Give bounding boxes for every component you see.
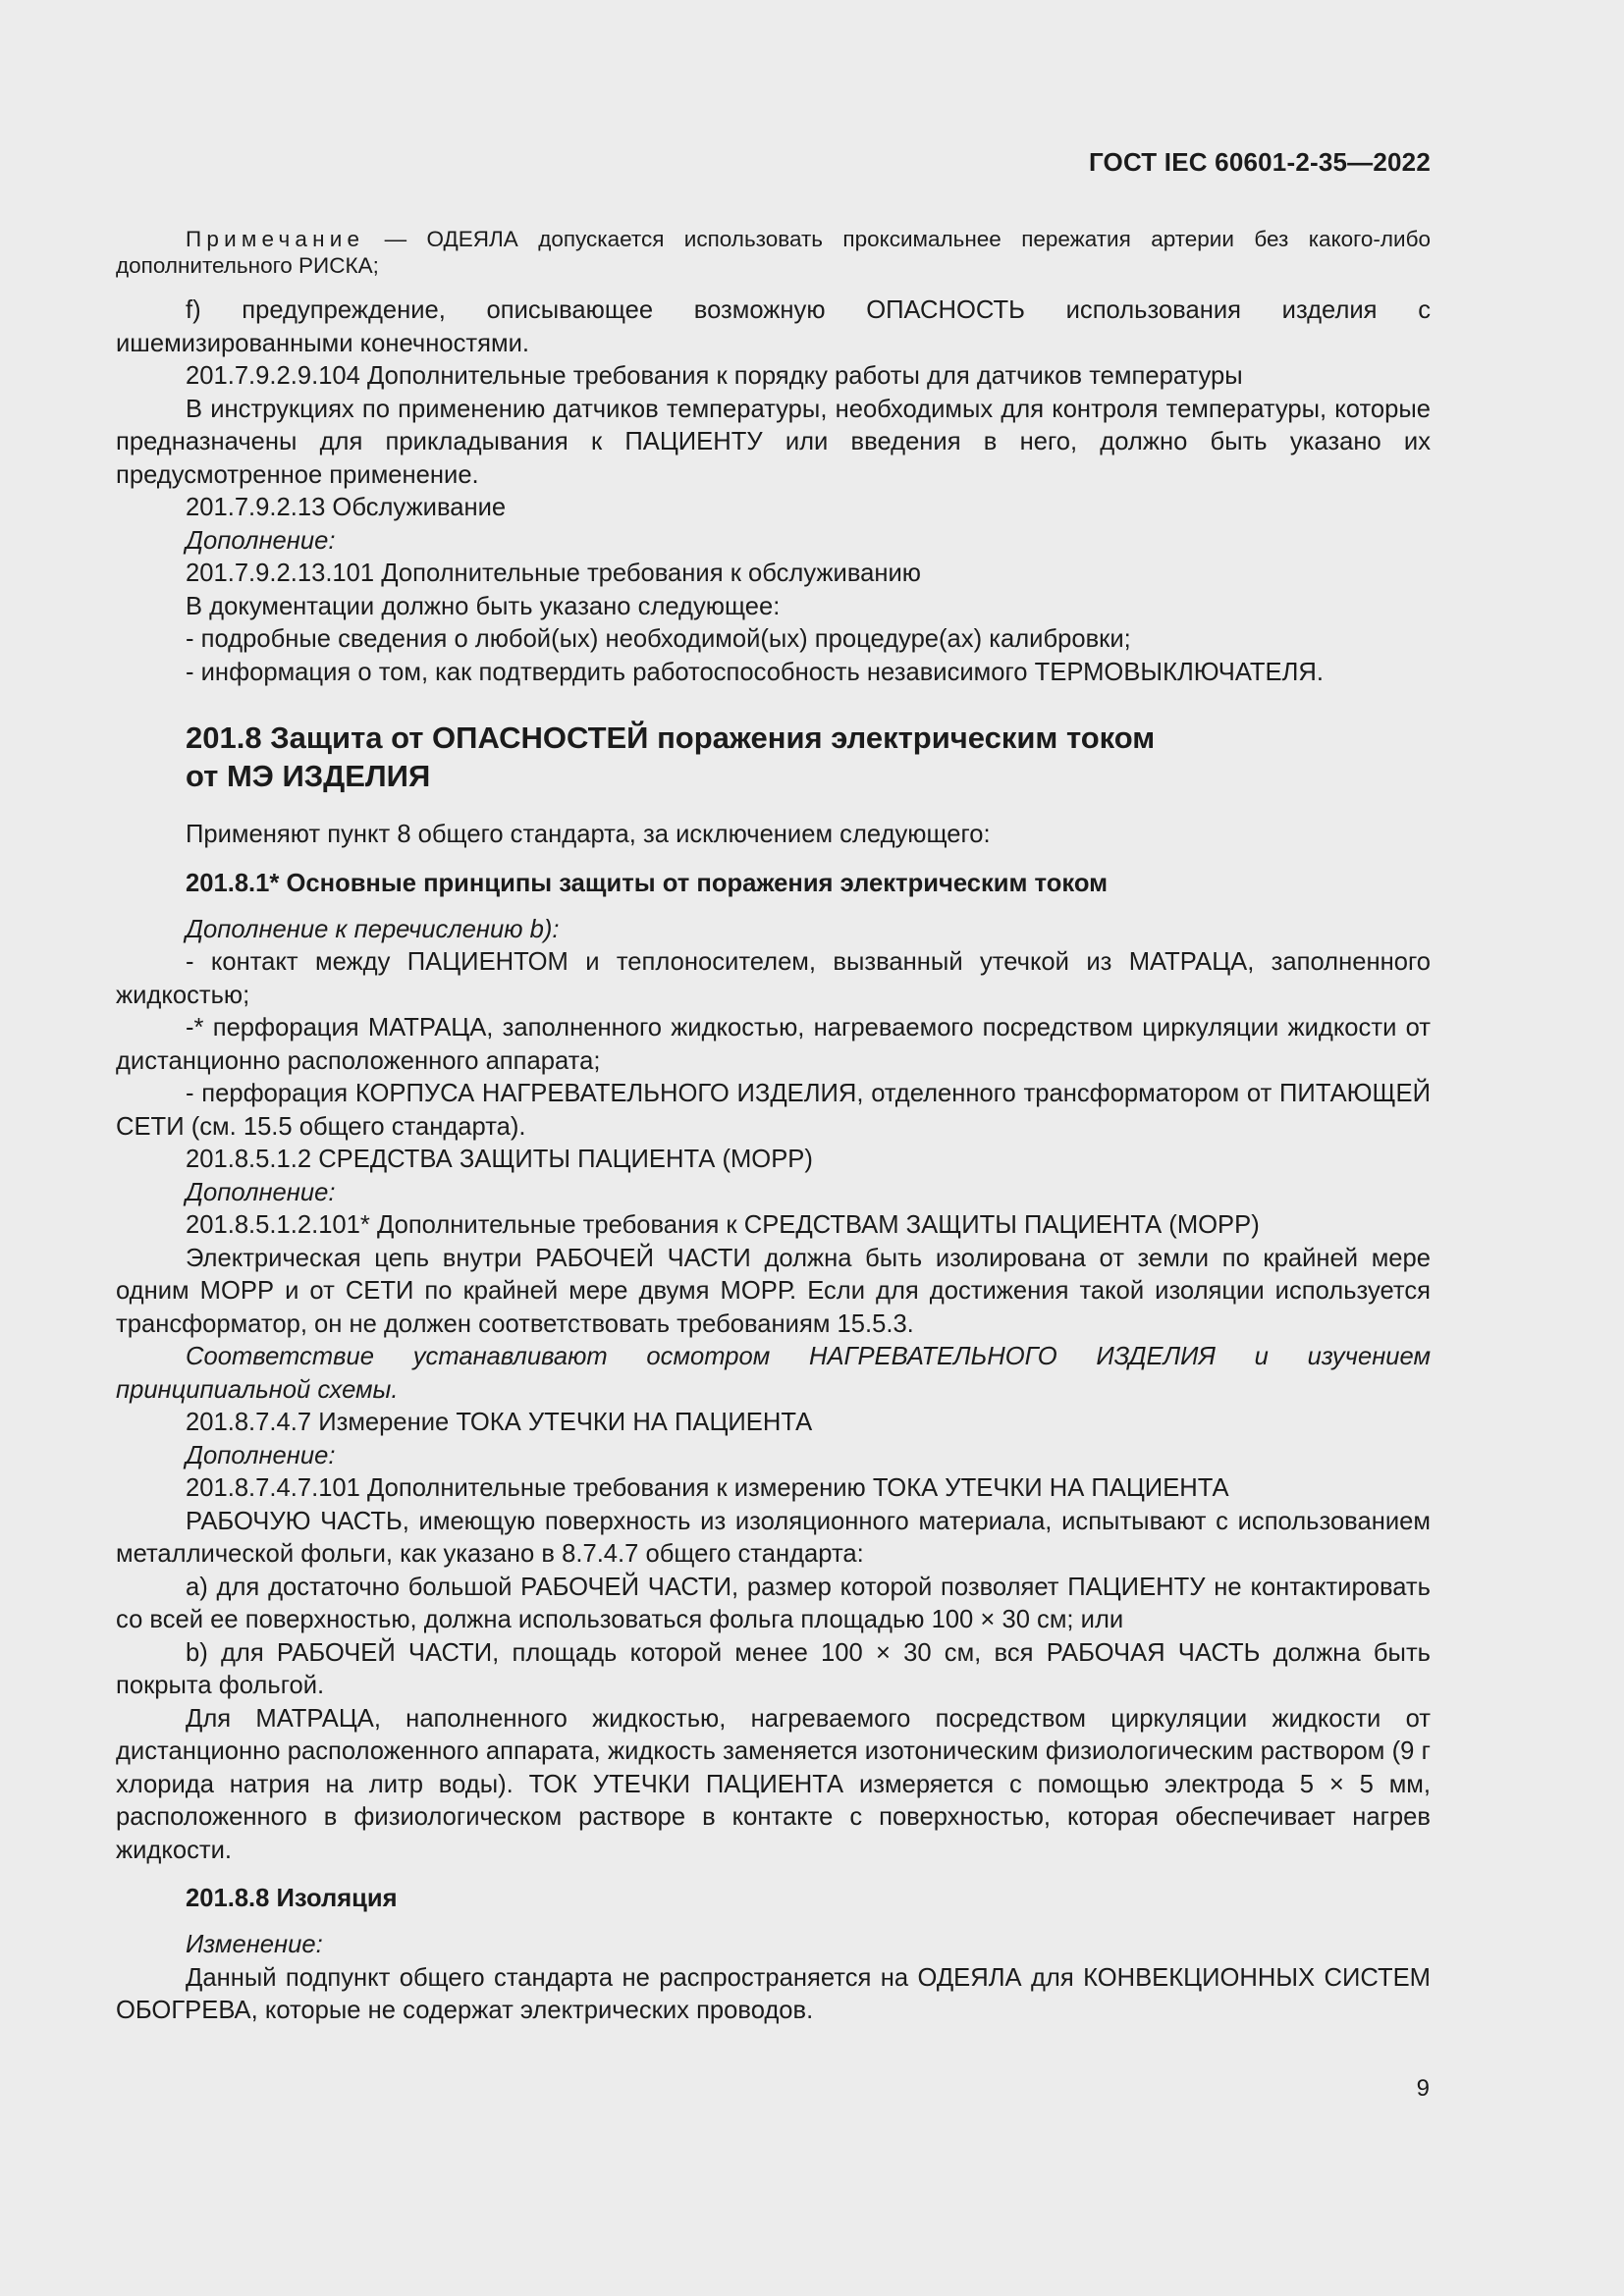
document-body — [116, 226, 1431, 2028]
section-heading-201-8 — [186, 719, 1431, 795]
addition-label: Дополнение: — [186, 526, 336, 555]
clause-201-7-9-2-13-101: 201.7.9.2.13.101 Дополнительные требования к обслуживанию — [186, 560, 922, 587]
paragraph-compliance: Соответствие устанавливают осмотром НАГРЕВАТЕЛЬНОГО ИЗДЕЛИЯ и изучением принципиальной схемы. — [116, 1343, 1431, 1404]
note-text: — ОДЕЯЛА допускается использовать проксимальнее пережатия артерии без какого-либо дополнительного РИСКА; — [116, 227, 1431, 278]
change-label: Изменение: — [186, 1931, 323, 1958]
addition-label: Дополнение: — [186, 1441, 336, 1469]
subsection-heading-201-8-1: 201.8.1* Основные принципы защиты от поражения электрическим током — [186, 869, 1109, 897]
subsection-heading-201-8-8: 201.8.8 Изоляция — [186, 1885, 398, 1912]
clause-201-8-7-4-7-101: 201.8.7.4.7.101 Дополнительные требования к измерению ТОКА УТЕЧКИ НА ПАЦИЕНТА — [186, 1474, 1229, 1502]
clause-201-7-9-2-13: 201.7.9.2.13 Обслуживание — [186, 494, 507, 521]
list-item: -* перфорация МАТРАЦА, заполненного жидкостью, нагреваемого посредством циркуляции жидкости от дистанционно расположенного аппарата; — [116, 1014, 1431, 1075]
clause-201-8-7-4-7: 201.8.7.4.7 Измерение ТОКА УТЕЧКИ НА ПАЦИЕНТА — [186, 1409, 813, 1436]
paragraph-circuit: Электрическая цепь внутри РАБОЧЕЙ ЧАСТИ должна быть изолирована от земли по крайней мере одним МОРР и от СЕТИ по крайней мере двумя МОРР. Если для достижения такой изоляции используется трансформатор, он не должен соответствовать требованиям 15.5.3. — [116, 1244, 1431, 1338]
section-heading-line2: от МЭ ИЗДЕЛИЯ — [186, 759, 431, 793]
note-label: Примечание — [186, 227, 365, 251]
paragraph-f: f) предупреждение, описывающее возможную ОПАСНОСТЬ использования изделия с ишемизированными конечностями. — [116, 296, 1431, 357]
paragraph-temperature-sensors: В инструкциях по применению датчиков температуры, необходимых для контроля температуры, которые предназначены для прикладывания к ПАЦИЕНТУ или введения в него, должно быть указано их предусмотренное применение. — [116, 395, 1431, 489]
paragraph-documentation: В документации должно быть указано следующее: — [186, 592, 781, 620]
paragraph-mattress: Для МАТРАЦА, наполненного жидкостью, нагреваемого посредством циркуляции жидкости от дистанционно расположенного аппарата, жидкость заменяется изотоническим физиологическим раствором (9 г хлорида натрия на литр воды). ТОК УТЕЧКИ ПАЦИЕНТА измеряется с помощью электрода 5 × 5 мм, расположенного в физиологическом растворе в контакте с поверхностью, которая обеспечивает нагрев жидкости. — [116, 1704, 1431, 1864]
list-item: - информация о том, как подтвердить работоспособность независимого ТЕРМОВЫКЛЮЧАТЕЛЯ. — [186, 658, 1325, 686]
list-item: - перфорация КОРПУСА НАГРЕВАТЕЛЬНОГО ИЗДЕЛИЯ, отделенного трансформатором от ПИТАЮЩЕЙ СЕТИ (см. 15.5 общего стандарта). — [116, 1080, 1431, 1141]
paragraph-item-b: b) для РАБОЧЕЙ ЧАСТИ, площадь которой менее 100 × 30 см, вся РАБОЧАЯ ЧАСТЬ должна быть покрыта фольгой. — [116, 1638, 1431, 1699]
clause-201-8-5-1-2-101: 201.8.5.1.2.101* Дополнительные требования к СРЕДСТВАМ ЗАЩИТЫ ПАЦИЕНТА (МОРР) — [186, 1211, 1260, 1239]
clause-201-7-9-2-9-104: 201.7.9.2.9.104 Дополнительные требования к порядку работы для датчиков температуры — [186, 362, 1243, 390]
section-intro: Применяют пункт 8 общего стандарта, за исключением следующего: — [186, 821, 991, 848]
addition-label: Дополнение: — [186, 1178, 336, 1206]
page-number: 9 — [1416, 2075, 1430, 2102]
addition-label: Дополнение к перечислению b): — [186, 915, 560, 943]
clause-201-8-5-1-2: 201.8.5.1.2 СРЕДСТВА ЗАЩИТЫ ПАЦИЕНТА (МОРР) — [186, 1146, 813, 1173]
note-paragraph — [116, 226, 1431, 279]
list-item: - контакт между ПАЦИЕНТОМ и теплоносителем, вызванный утечкой из МАТРАЦА, заполненного жидкостью; — [116, 948, 1431, 1009]
paragraph-foil: РАБОЧУЮ ЧАСТЬ, имеющую поверхность из изоляционного материала, испытывают с использованием металлической фольги, как указано в 8.7.4.7 общего стандарта: — [116, 1507, 1431, 1568]
section-heading-line1: 201.8 Защита от ОПАСНОСТЕЙ поражения электрическим током — [186, 721, 1156, 755]
list-item: - подробные сведения о любой(ых) необходимой(ых) процедуре(ах) калибровки; — [186, 625, 1131, 653]
paragraph-blankets: Данный подпункт общего стандарта не распространяется на ОДЕЯЛА для КОНВЕКЦИОННЫХ СИСТЕМ ОБОГРЕВА, которые не содержат электрических проводов. — [116, 1963, 1431, 2024]
document-code-header: ГОСТ IEC 60601-2-35—2022 — [1088, 147, 1431, 177]
paragraph-item-a: а) для достаточно большой РАБОЧЕЙ ЧАСТИ, размер которой позволяет ПАЦИЕНТУ не контактировать со всей ее поверхностью, должна использоваться фольга площадью 100 × 30 см; или — [116, 1573, 1431, 1633]
